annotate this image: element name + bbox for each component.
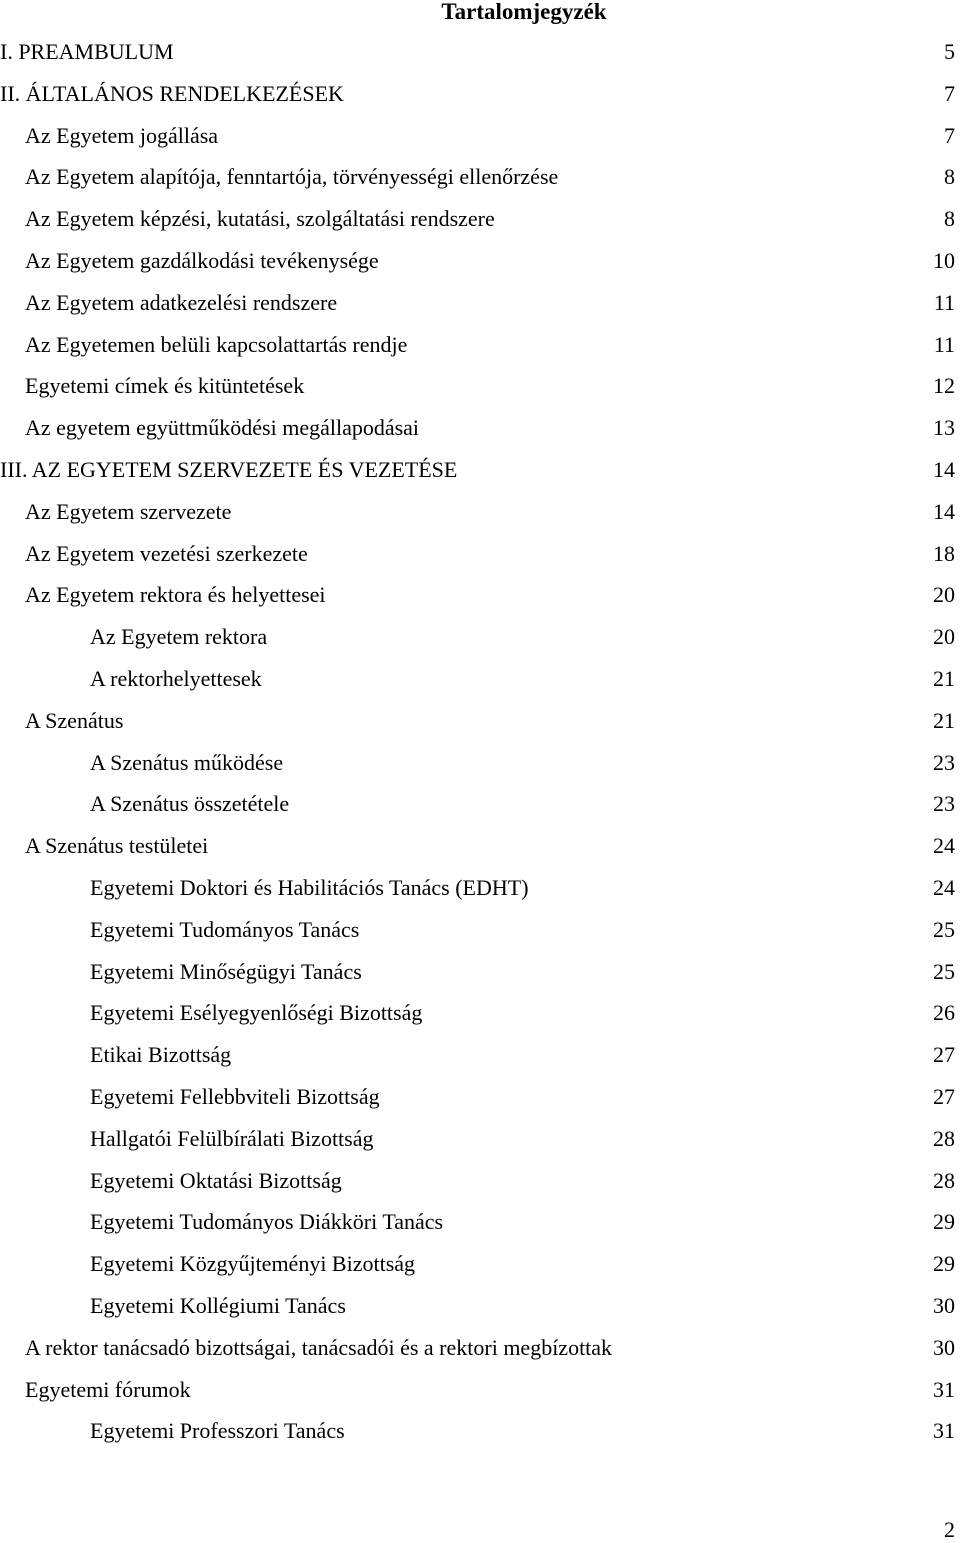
toc-entry-page: 21 [933,665,955,691]
toc-entry-label: Egyetemi Fellebbviteli Bizottság [90,1083,380,1109]
toc-entry[interactable] [0,1076,960,1118]
toc-entry[interactable] [0,31,960,73]
toc-entry-label: Az Egyetem vezetési szerkezete [25,540,308,566]
toc-entry[interactable] [0,1034,960,1076]
toc-entry-page: 25 [933,958,955,984]
toc-entry-label: Az Egyetem rektora és helyettesei [25,582,326,608]
toc-entry[interactable] [0,324,960,366]
toc-entry-page: 28 [933,1167,955,1193]
toc-entry-page: 24 [933,833,955,859]
toc-entry-page: 7 [944,122,955,148]
toc-entry[interactable] [0,449,960,491]
toc-entry-page: 11 [933,289,955,315]
toc-entry-label: Egyetemi címek és kitüntetések [25,373,305,399]
toc-entry[interactable] [0,282,960,324]
toc-entry-label: A Szenátus testületei [25,833,209,859]
toc-entry-label: II. ÁLTALÁNOS RENDELKEZÉSEK [0,80,344,106]
toc-entry-page: 8 [944,164,955,190]
toc-entry-page: 10 [933,247,955,273]
toc-entry-page: 14 [933,456,955,482]
toc-entry-page: 5 [944,39,955,64]
toc-entry-page: 29 [933,1209,955,1235]
toc-entry-page: 20 [933,624,955,650]
toc-entry[interactable] [0,825,960,867]
toc-entry[interactable] [0,491,960,533]
toc-entry-page: 7 [944,80,955,106]
toc-entry-label: Az Egyetemen belüli kapcsolattartás rendje [25,331,408,357]
toc-entry[interactable] [0,73,960,115]
toc-entry-page: 30 [933,1292,955,1318]
toc-entry-label: Egyetemi Közgyűjteményi Bizottság [90,1251,416,1277]
toc-entry-label: Egyetemi Doktori és Habilitációs Tanács (EDHT) [90,874,529,900]
toc-entry-page: 18 [933,540,955,566]
toc-entry-page: 28 [933,1125,955,1151]
toc-entry-page: 30 [933,1334,955,1360]
toc-entry-page: 27 [933,1083,955,1109]
toc-entry-label: Egyetemi Oktatási Bizottság [90,1167,342,1193]
page-number: 2 [944,1517,955,1542]
toc-entry-label: Egyetemi fórumok [25,1376,191,1402]
toc-entry[interactable] [0,1327,960,1369]
toc-entry[interactable] [0,533,960,575]
toc-entry-label: A rektorhelyettesek [90,665,262,691]
toc-entry-label: Az Egyetem rektora [90,624,268,650]
toc-entry[interactable] [0,867,960,909]
toc-entry-label: I. PREAMBULUM [0,39,174,64]
toc-entry[interactable] [0,951,960,993]
toc-entry-label: Etikai Bizottság [90,1042,232,1068]
toc-entry[interactable] [0,909,960,951]
toc-entry[interactable] [0,992,960,1034]
toc-entry-label: A Szenátus működése [90,749,284,775]
toc-entry-label: III. AZ EGYETEM SZERVEZETE ÉS VEZETÉSE [0,456,458,482]
toc-entry-page: 29 [933,1251,955,1277]
toc-entry[interactable] [0,700,960,742]
toc-entry-page: 31 [933,1418,955,1444]
toc-entry-label: Egyetemi Tudományos Diákköri Tanács [90,1209,444,1235]
toc-entry[interactable] [0,1369,960,1411]
toc-entry-page: 13 [933,415,955,441]
toc-entry[interactable] [0,1285,960,1327]
toc-entry[interactable] [0,1118,960,1160]
toc-entry-page: 14 [933,498,955,524]
toc-entry-page: 27 [933,1042,955,1068]
toc-entry[interactable] [0,658,960,700]
toc-entry-label: Az Egyetem képzési, kutatási, szolgáltatási rendszere [25,206,495,232]
toc-entry-label: A Szenátus összetétele [90,791,290,817]
toc-entry[interactable] [0,1410,960,1452]
toc-entry[interactable] [0,783,960,825]
toc-entry-label: Az Egyetem adatkezelési rendszere [25,289,338,315]
toc-entry-page: 11 [933,331,955,357]
toc-entry-label: Hallgatói Felülbírálati Bizottság [90,1125,374,1151]
toc-entry-label: Az Egyetem jogállása [25,122,219,148]
toc-entry[interactable] [0,1201,960,1243]
toc-entry[interactable] [0,1160,960,1202]
toc-entry-page: 24 [933,874,955,900]
toc-entry-page: 20 [933,582,955,608]
table-of-contents [0,31,960,1452]
toc-entry-page: 23 [933,791,955,817]
toc-entry-page: 25 [933,916,955,942]
toc-entry[interactable] [0,574,960,616]
toc-entry[interactable] [0,365,960,407]
toc-entry-label: Egyetemi Professzori Tanács [90,1418,345,1444]
toc-entry-page: 21 [933,707,955,733]
toc-entry-label: Egyetemi Esélyegyenlőségi Bizottság [90,1000,423,1026]
toc-entry-page: 23 [933,749,955,775]
toc-entry[interactable] [0,407,960,449]
toc-entry-label: Az Egyetem szervezete [25,498,232,524]
toc-entry-page: 26 [933,1000,955,1026]
toc-entry-label: Az Egyetem alapítója, fenntartója, törvényességi ellenőrzése [25,164,559,190]
toc-entry-page: 31 [933,1376,955,1402]
toc-entry-label: Egyetemi Tudományos Tanács [90,916,360,942]
toc-entry-label: Egyetemi Kollégiumi Tanács [90,1292,346,1318]
toc-entry[interactable] [0,742,960,784]
toc-entry-label: A Szenátus [25,707,124,733]
toc-entry[interactable] [0,156,960,198]
toc-entry-label: Egyetemi Minőségügyi Tanács [90,958,362,984]
toc-entry[interactable] [0,240,960,282]
toc-entry[interactable] [0,198,960,240]
toc-entry-page: 8 [944,206,955,232]
toc-title: Tartalomjegyzék [441,0,607,24]
toc-entry-label: A rektor tanácsadó bizottságai, tanácsadói és a rektori megbízottak [25,1334,613,1360]
toc-entry-page: 12 [933,373,955,399]
toc-entry[interactable] [0,616,960,658]
toc-entry-label: Az Egyetem gazdálkodási tevékenysége [25,247,379,273]
toc-entry[interactable] [0,1243,960,1285]
toc-entry[interactable] [0,115,960,157]
toc-entry-label: Az egyetem együttműködési megállapodásai [25,415,420,441]
